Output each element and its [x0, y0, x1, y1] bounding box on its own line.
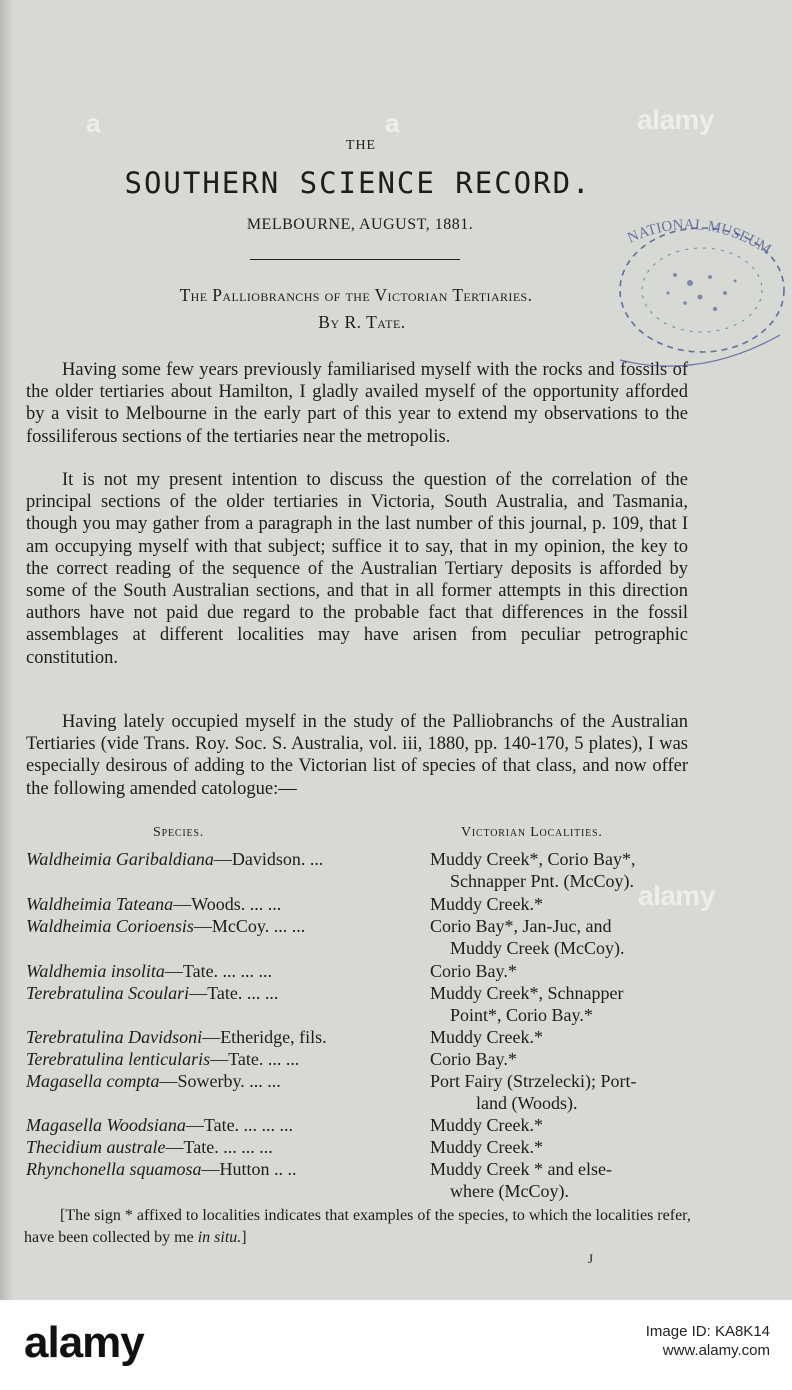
- locality-line: Point*, Corio Bay.*: [450, 1005, 593, 1025]
- locality-line: Corio Bay*, Jan-Juc, and: [430, 916, 612, 936]
- footnote-text: [The sign * affixed to localities indicates that examples of the species, to which the localities refer, have been collected by me: [24, 1207, 691, 1246]
- svg-text:NATIONAL MUSEUM: [625, 217, 774, 258]
- dateline: MELBOURNE, AUGUST, 1881.: [246, 216, 474, 233]
- locality-line: Muddy Creek * and else-: [430, 1159, 612, 1179]
- species-binomial: Waldheimia Garibaldiana: [26, 849, 214, 869]
- species-author: —Tate. ... ...: [210, 1049, 300, 1069]
- locality-line: Schnapper Pnt. (McCoy).: [450, 871, 634, 891]
- species-name: [26, 1158, 421, 1180]
- locality-line: Muddy Creek.*: [430, 1115, 543, 1135]
- library-stamp: [590, 205, 792, 380]
- locality-line: Corio Bay.*: [430, 961, 517, 981]
- header-the: THE: [345, 138, 377, 153]
- watermark-logo: alamy: [637, 104, 714, 135]
- species-author: —Tate. ... ... ...: [185, 1115, 294, 1135]
- locality: [430, 1026, 692, 1048]
- species-author: —Woods. ... ...: [173, 894, 282, 914]
- species-binomial: Terebratulina lenticularis: [26, 1049, 211, 1069]
- species-author: —McCoy. ... ...: [193, 916, 306, 936]
- species-binomial: Waldhemia insolita: [26, 961, 165, 981]
- locality-line: Muddy Creek*, Corio Bay*,: [430, 849, 636, 869]
- species-binomial: Terebratulina Scoulari: [26, 983, 190, 1003]
- locality-line: land (Woods).: [476, 1093, 578, 1113]
- locality: [430, 1048, 692, 1070]
- species-author: —Davidson. ...: [213, 849, 324, 869]
- localities-column-header: Victorian Localities.: [461, 825, 603, 840]
- species-column-header: Species.: [153, 825, 205, 840]
- watermark-logo: alamy: [638, 880, 715, 911]
- species-author: —Etheridge, fils.: [202, 1027, 327, 1047]
- article-title: The Palliobranchs of the Victorian Tertiaries.: [179, 285, 533, 305]
- species-binomial: Waldheimia Tateana: [26, 894, 174, 914]
- paragraph: Having some few years previously familiarised myself with the rocks and fossils of the older tertiaries about Hamilton, I gladly availed myself of the opportunity afforded by a visit to Melbourne in the early part of this year to extend my observations to the fossiliferous sections of the tertiaries near the metropolis.: [26, 360, 688, 447]
- locality-line: Corio Bay.*: [430, 1049, 517, 1069]
- stamp-text: NATIONAL MUSEUM: [625, 217, 774, 258]
- species-name: [26, 893, 421, 915]
- species-author: —Hutton .. ..: [201, 1159, 297, 1179]
- image-id: Image ID: KA8K14: [645, 1323, 770, 1340]
- watermark-a: a: [86, 108, 101, 138]
- locality-line: where (McCoy).: [450, 1181, 569, 1201]
- locality: [430, 1136, 692, 1158]
- locality-line: Port Fairy (Strzelecki); Port-: [430, 1071, 637, 1091]
- species-binomial: Thecidium australe: [26, 1137, 166, 1157]
- species-name: [26, 982, 421, 1004]
- locality: [430, 1114, 692, 1136]
- species-author: —Tate. ... ...: [189, 983, 279, 1003]
- species-name: [26, 1070, 421, 1092]
- species-name: [26, 848, 421, 870]
- species-name: [26, 1026, 421, 1048]
- species-author: —Tate. ... ... ...: [165, 1137, 273, 1157]
- species-binomial: Magasella compta: [26, 1071, 160, 1091]
- footnote-in-situ: in situ.: [197, 1228, 242, 1246]
- footnote-close: ]: [241, 1228, 247, 1246]
- locality-line: Muddy Creek.*: [430, 1137, 543, 1157]
- species-author: —Sowerby. ... ...: [159, 1071, 281, 1091]
- locality: [430, 982, 692, 1026]
- stock-url: www.alamy.com: [662, 1342, 770, 1359]
- locality: [430, 1070, 692, 1114]
- locality-line: Muddy Creek (McCoy).: [450, 938, 625, 958]
- stock-logo: alamy: [24, 1318, 144, 1367]
- species-name: [26, 1114, 421, 1136]
- species-binomial: Terebratulina Davidsoni: [26, 1027, 203, 1047]
- species-binomial: Magasella Woodsiana: [26, 1115, 186, 1135]
- paragraph: Having lately occupied myself in the study of the Palliobranchs of the Australian Tertiaries (vide Trans. Roy. Soc. S. Australia, vol. iii, 1880, pp. 140-170, 5 plates), I was especially desirous of adding to the Victorian list of species of that class, and now offer the following amended catologue:—: [26, 712, 688, 799]
- paragraph: It is not my present intention to discuss the question of the correlation of the principal sections of the older tertiaries in Victoria, South Australia, and Tasmania, though you may gather from a paragraph in the last number of this journal, p. 109, that I am occupying myself with that subject; suffice it to say, that in my opinion, the key to the correct reading of the sequence of the Australian Tertiary deposits is afforded by some of the South Australian sections, and that in all former attempts in this direction authors have not paid due regard to the probable fact that differences in the fossil assemblages at different localities may have arisen from peculiar petrographic constitution.: [26, 470, 688, 668]
- locality: [430, 915, 692, 959]
- species-name: [26, 915, 421, 937]
- locality: [430, 1158, 692, 1202]
- stock-info: [646, 1322, 770, 1360]
- species-name: [26, 960, 421, 982]
- locality: [430, 960, 692, 982]
- journal-title: SOUTHERN SCIENCE RECORD.: [124, 166, 592, 200]
- locality-line: Muddy Creek.*: [430, 1027, 543, 1047]
- locality-line: Muddy Creek.*: [430, 894, 543, 914]
- watermark-a: a: [385, 108, 400, 138]
- footnote: [24, 1205, 694, 1248]
- species-binomial: Waldheimia Corioensis: [26, 916, 194, 936]
- locality-line: Muddy Creek*, Schnapper: [430, 983, 624, 1003]
- species-name: [26, 1048, 421, 1070]
- signature-mark: J: [588, 1251, 594, 1266]
- byline: By R. Tate.: [318, 312, 406, 332]
- species-name: [26, 1136, 421, 1158]
- species-binomial: Rhynchonella squamosa: [26, 1159, 202, 1179]
- species-author: —Tate. ... ... ...: [164, 961, 273, 981]
- title-rule: [250, 259, 460, 260]
